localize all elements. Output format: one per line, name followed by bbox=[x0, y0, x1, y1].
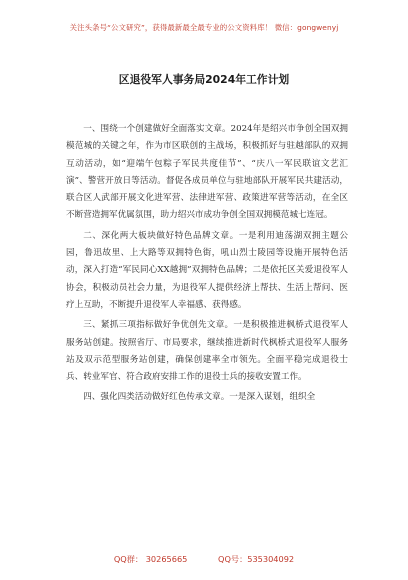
promo-banner: 关注头条号“公文研究”，获得最新最全最专业的公文资料库！ 微信：gongwenyj bbox=[69, 23, 339, 32]
paragraph: 二、深化两大板块做好特色品牌文章。一是利用迪荡湖双拥主题公园，鲁迅故里、上大路等双拥特色街，吼山烈士陵园等设施开展特色活动，深入打造“军民同心XX越拥”双拥特色品牌；二是依托区关爱退役军人协会，积极动员社会力量，为退役军人提供经济上帮扶、生活上帮问、医疗上互助，不断提升退役军人幸福感、获得感。 bbox=[66, 230, 348, 310]
paragraph: 三、紧抓三项指标做好争优创先文章。一是积极推进枫桥式退役军人服务站创建。按照省厅、市局要求，继续推进新时代枫桥式退役军人服务站及双示范型服务站创建，确保创建率全市领先。全面平稳完成退役士兵、转业军官、符合政府安排工作的退役士兵的接收安置工作。 bbox=[66, 320, 348, 383]
qq-number-text: QQ号：535304092 bbox=[218, 554, 295, 564]
document-body bbox=[66, 121, 348, 410]
contact-footer bbox=[0, 554, 408, 565]
paragraph: 四、强化四类活动做好红色传承文章。一是深入谋划，组织全 bbox=[83, 392, 316, 403]
paragraph: 一、围绕一个创建做好全面落实文章。2024年是绍兴市争创全国双拥模范城的关键之年，作为市区联创的主战场，积极抓好与驻越部队的双拥互动活动，如“迎端午包粽子军民共度佳节”、“庆八一军民联谊文艺汇演”、警营开放日等活动。督促各成员单位与驻地部队开展军民共建活动，联合区人武部开展文化进军营、法律进军营、政策进军营等活动，在全区不断营造拥军优属氛围，助力绍兴市成功争创全国双拥模范城七连冠。 bbox=[66, 124, 348, 221]
document-title: 区退役军人事务局2024年工作计划 bbox=[118, 73, 290, 86]
qq-group-text: QQ群： 30265665 bbox=[113, 554, 188, 564]
